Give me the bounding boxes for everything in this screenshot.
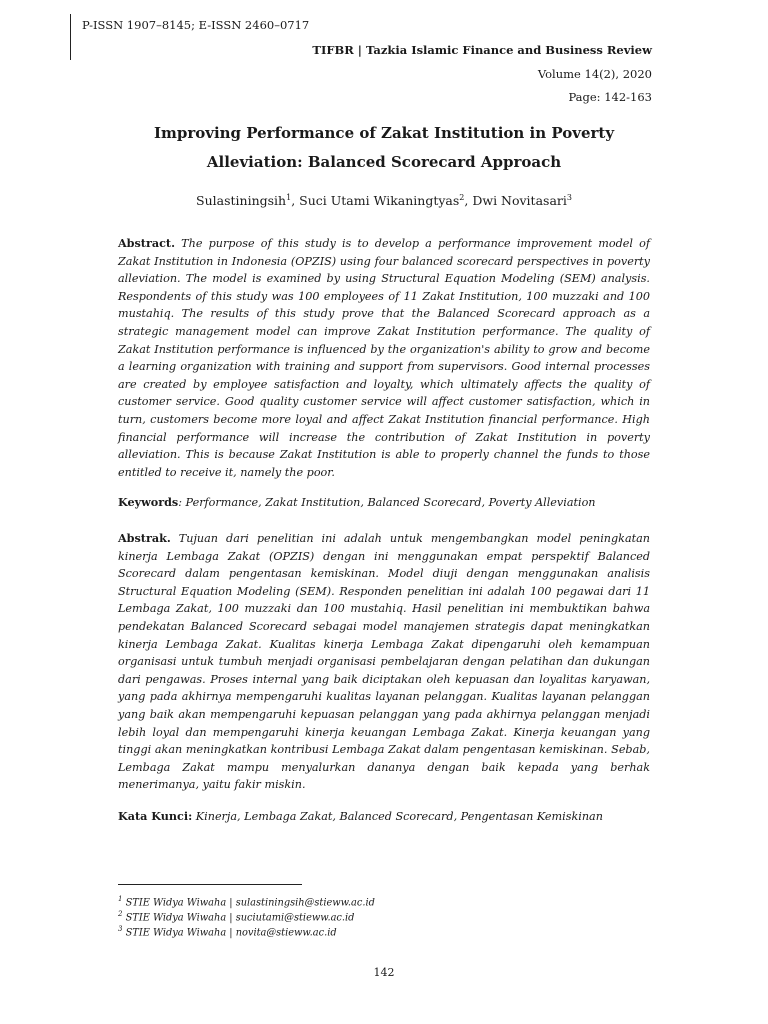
author-list: Sulastiningsih$^1$, Suci Utami Wikaningtyas$^2$, Dwi Novitasari$^3$ bbox=[196, 193, 572, 209]
footnote bbox=[118, 922, 658, 940]
abstract-text: The purpose of this study is to develop a performance improvement model of Zakat Institution in Indonesia (OPZIS) using four balanced scorecard perspectives in poverty alleviation. The model is examined by using Structural Equation Modeling (SEM) analysis. Respondents of this study was 100 employees of 11 Zakat Institution, 100 muzzaki and 100 mustahiq. The results of this study prove that the Balanced Scorecard approach as a strategic management model can improve Zakat Institution performance. The quality of Zakat Institution performance is influenced by the organization's ability to grow and become a learning organization with training and support from supervisors. Good internal processes are created by employee satisfaction and loyalty, which ultimately affects the quality of customer service. Good quality customer service will affect customer satisfaction, which in turn, customers become more loyal and affect Zakat Institution financial performance. High financial performance will increase the contribution of Zakat Institution in poverty alleviation. This is because Zakat Institution is able to properly channel the funds to those entitled to receive it, namely the poor. bbox=[118, 237, 650, 479]
author-affiliation-mark: 1 bbox=[286, 193, 292, 202]
footnote-mark: 1 bbox=[118, 895, 123, 903]
issn-line: P-ISSN 1907–8145; E-ISSN 2460–0717 bbox=[82, 18, 310, 32]
page-number: 142 bbox=[373, 966, 395, 979]
author-affiliation-mark: 3 bbox=[566, 193, 572, 202]
footnote-rule bbox=[118, 884, 302, 885]
footnote-text: STIE Widya Wiwaha | sulastiningsih@stieww.ac.id bbox=[125, 897, 375, 909]
paper-title: Improving Performance of Zakat Institution in Poverty Alleviation: Balanced Scorecard Approach bbox=[153, 124, 615, 171]
kata-kunci-label: Kata Kunci: bbox=[118, 809, 193, 823]
footnote-text: STIE Widya Wiwaha | suciutami@stieww.ac.id bbox=[125, 912, 355, 924]
header-rule bbox=[70, 14, 71, 60]
abstract-label: Abstract. bbox=[118, 236, 175, 250]
footnote-mark: 3 bbox=[118, 925, 123, 933]
author-name: Sulastiningsih bbox=[196, 193, 287, 209]
author-name: Suci Utami Wikaningtyas bbox=[299, 193, 460, 209]
abstrak-text: Tujuan dari penelitian ini adalah untuk mengembangkan model peningkatan kinerja Lembaga Zakat (OPZIS) dengan ini menggunakan empat perspektif Balanced Scorecard dalam pengentasan kemiskinan. Model diuji dengan menggunakan analisis Structural Equation Modeling (SEM). Responden penelitian ini adalah 100 pegawai dari 11 Lembaga Zakat, 100 muzzaki dan 100 mustahiq. Hasil penelitian ini membuktikan bahwa pendekatan Balanced Scorecard sebagai model manajemen strategis dapat meningkatkan kinerja Lembaga Zakat. Kualitas kinerja Lembaga Zakat dipengaruhi oleh kemampuan organisasi untuk tumbuh menjadi organisasi pembelajaran dengan pelatihan dan dukungan dari pengawas. Proses internal yang baik diciptakan oleh kepuasan dan loyalitas karyawan, yang pada akhirnya mempengaruhi kualitas layanan pelanggan. Kualitas layanan pelanggan yang baik akan mempengaruhi kepuasan pelanggan yang pada akhirnya pelanggan menjadi lebih loyal dan mempengaruhi kinerja keuangan Lembaga Zakat. Kinerja keuangan yang tinggi akan meningkatkan kontribusi Lembaga Zakat dalam pengentasan kemiskinan. Sebab, Lembaga Zakat mampu menyalurkan dananya dengan baik kepada yang berhak menerimanya, yaitu fakir miskin. bbox=[118, 532, 650, 792]
author-affiliation-mark: 2 bbox=[459, 193, 465, 202]
volume-info: Volume 14(2), 2020 bbox=[537, 67, 652, 81]
abstract-english bbox=[118, 235, 650, 481]
journal-name: TIFBR | Tazkia Islamic Finance and Business Review bbox=[312, 43, 652, 57]
keywords-label: Keywords bbox=[118, 495, 179, 509]
abstrak-label: Abstrak. bbox=[118, 531, 171, 545]
keywords-indonesian bbox=[118, 808, 650, 826]
author-name: Dwi Novitasari bbox=[472, 193, 567, 209]
kata-kunci-text: Kinerja, Lembaga Zakat, Balanced Scorecard, Pengentasan Kemiskinan bbox=[195, 810, 603, 823]
keywords-text: : Performance, Zakat Institution, Balanced Scorecard, Poverty Alleviation bbox=[178, 496, 596, 509]
page-range: Page: 142-163 bbox=[568, 90, 652, 104]
footnote-mark: 2 bbox=[118, 910, 123, 918]
footnote-text: STIE Widya Wiwaha | novita@stieww.ac.id bbox=[125, 927, 337, 939]
abstract-indonesian bbox=[118, 530, 650, 794]
keywords-english bbox=[118, 494, 650, 512]
